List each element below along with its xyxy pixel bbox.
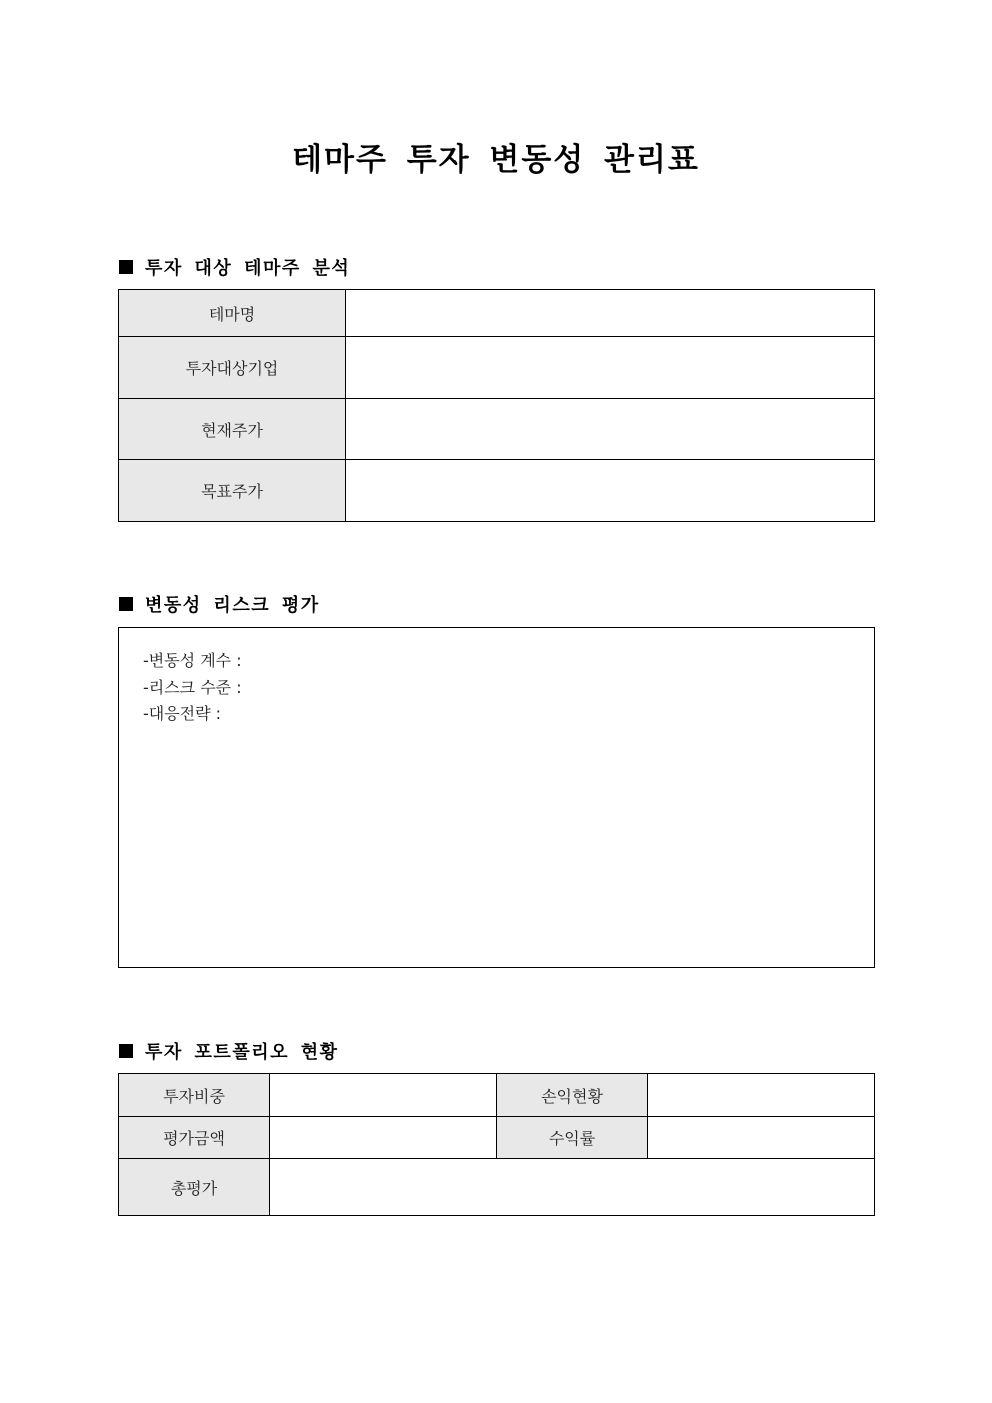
section-heading-text: 변동성 리스크 평가 [145, 595, 320, 616]
table-row [119, 460, 875, 522]
field-profit-loss[interactable] [648, 1074, 875, 1117]
table-row [119, 1074, 875, 1117]
label-return-rate: 수익률 [497, 1117, 648, 1159]
label-target-price: 목표주가 [119, 460, 346, 522]
portfolio-table [118, 1073, 875, 1216]
field-valuation-amount[interactable] [270, 1117, 497, 1159]
section-heading-text: 투자 대상 테마주 분석 [145, 258, 351, 279]
black-square-icon [119, 1044, 133, 1058]
section-heading-text: 투자 포트폴리오 현황 [145, 1042, 339, 1063]
black-square-icon [119, 597, 133, 611]
field-investment-weight[interactable] [270, 1074, 497, 1117]
field-target-company[interactable] [346, 337, 875, 399]
label-theme-name: 테마명 [119, 290, 346, 337]
document-title: 테마주 투자 변동성 관리표 [292, 142, 700, 178]
table-row [119, 399, 875, 460]
table-row [119, 290, 875, 337]
table-row [119, 1159, 875, 1216]
field-return-rate[interactable] [648, 1117, 875, 1159]
label-current-price: 현재주가 [119, 399, 346, 460]
label-investment-weight: 투자비중 [119, 1074, 270, 1117]
risk-line-risk-level: -리스크 수준 : [143, 677, 242, 697]
section-heading-analysis [119, 254, 350, 280]
label-valuation-amount: 평가금액 [119, 1117, 270, 1159]
black-square-icon [119, 260, 133, 274]
label-target-company: 투자대상기업 [119, 337, 346, 399]
section-heading-portfolio [119, 1038, 339, 1064]
analysis-table [118, 289, 875, 522]
table-row [119, 337, 875, 399]
label-profit-loss: 손익현황 [497, 1074, 648, 1117]
risk-line-response-strategy: -대응전략 : [143, 704, 222, 723]
risk-line-volatility-coefficient: -변동성 계수 : [143, 651, 242, 670]
table-row [119, 1117, 875, 1159]
label-overall-evaluation: 총평가 [119, 1159, 270, 1216]
risk-assessment-box[interactable] [118, 627, 875, 968]
field-target-price[interactable] [346, 460, 875, 522]
field-current-price[interactable] [346, 399, 875, 460]
field-overall-evaluation[interactable] [270, 1159, 875, 1216]
section-heading-risk [119, 591, 320, 617]
field-theme-name[interactable] [346, 290, 875, 337]
